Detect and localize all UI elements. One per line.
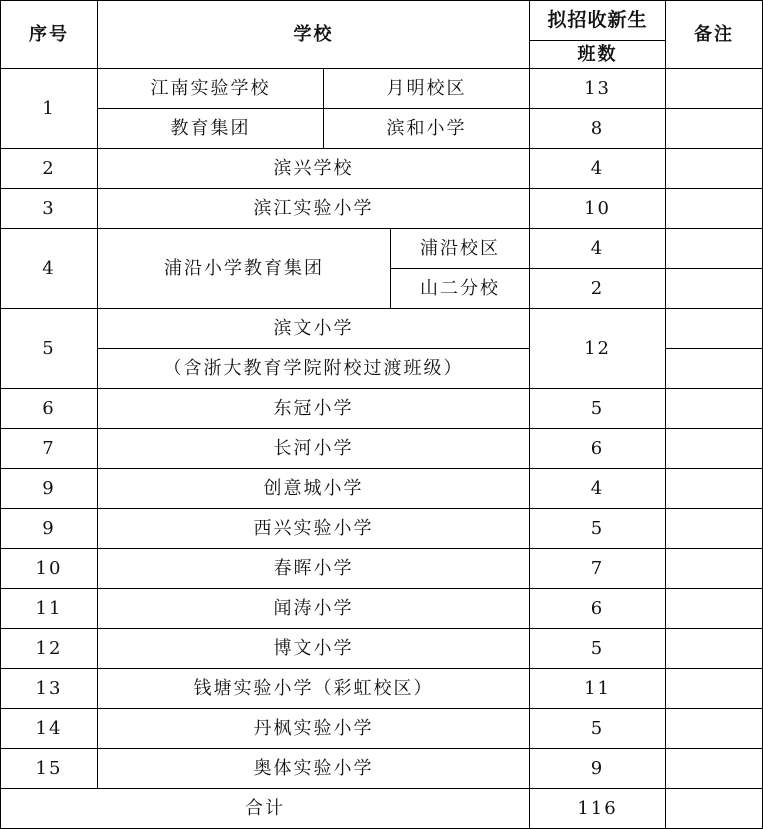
header-remark: 备注 bbox=[666, 1, 763, 69]
school-cell: 钱塘实验小学（彩虹校区） bbox=[98, 669, 530, 709]
table-row bbox=[1, 749, 763, 789]
school-cell: 长河小学 bbox=[98, 429, 530, 469]
seq-cell: 2 bbox=[1, 149, 98, 189]
remark-cell bbox=[666, 189, 763, 229]
remark-cell bbox=[666, 589, 763, 629]
seq-cell: 12 bbox=[1, 629, 98, 669]
seq-cell: 13 bbox=[1, 669, 98, 709]
seq-cell: 3 bbox=[1, 189, 98, 229]
total-label: 合计 bbox=[1, 789, 530, 829]
school-cell: 闻涛小学 bbox=[98, 589, 530, 629]
school-cell: 东冠小学 bbox=[98, 389, 530, 429]
group-cell: 教育集团 bbox=[98, 109, 324, 149]
header-classes-line2: 班数 bbox=[530, 41, 666, 69]
remark-cell bbox=[666, 269, 763, 309]
seq-cell: 9 bbox=[1, 469, 98, 509]
classes-cell: 9 bbox=[530, 749, 666, 789]
table-row bbox=[1, 389, 763, 429]
classes-cell: 5 bbox=[530, 629, 666, 669]
remark-cell bbox=[666, 749, 763, 789]
seq-cell: 11 bbox=[1, 589, 98, 629]
table-row bbox=[1, 429, 763, 469]
classes-cell: 11 bbox=[530, 669, 666, 709]
seq-cell: 10 bbox=[1, 549, 98, 589]
classes-cell: 2 bbox=[530, 269, 666, 309]
classes-cell: 12 bbox=[530, 309, 666, 389]
classes-cell: 10 bbox=[530, 189, 666, 229]
remark-cell bbox=[666, 629, 763, 669]
seq-cell: 9 bbox=[1, 509, 98, 549]
school-cell: 滨文小学 bbox=[98, 309, 530, 349]
school-note-cell: （含浙大教育学院附校过渡班级） bbox=[98, 349, 530, 389]
header-classes-line1: 拟招收新生 bbox=[530, 1, 666, 41]
classes-cell: 7 bbox=[530, 549, 666, 589]
remark-cell bbox=[666, 429, 763, 469]
classes-cell: 4 bbox=[530, 469, 666, 509]
group-cell: 浦沿小学教育集团 bbox=[98, 229, 391, 309]
remark-cell bbox=[666, 229, 763, 269]
total-row bbox=[1, 789, 763, 829]
campus-cell: 山二分校 bbox=[391, 269, 530, 309]
table-row bbox=[1, 709, 763, 749]
school-cell: 丹枫实验小学 bbox=[98, 709, 530, 749]
group-cell: 江南实验学校 bbox=[98, 69, 324, 109]
school-cell: 滨江实验小学 bbox=[98, 189, 530, 229]
classes-cell: 5 bbox=[530, 709, 666, 749]
table-row bbox=[1, 589, 763, 629]
remark-cell bbox=[666, 709, 763, 749]
remark-cell bbox=[666, 309, 763, 349]
remark-cell bbox=[666, 349, 763, 389]
classes-cell: 4 bbox=[530, 229, 666, 269]
table-row bbox=[1, 669, 763, 709]
remark-cell bbox=[666, 69, 763, 109]
school-cell: 创意城小学 bbox=[98, 469, 530, 509]
classes-cell: 5 bbox=[530, 389, 666, 429]
classes-cell: 8 bbox=[530, 109, 666, 149]
table-row bbox=[1, 309, 763, 349]
header-school: 学校 bbox=[98, 1, 530, 69]
campus-cell: 浦沿校区 bbox=[391, 229, 530, 269]
remark-cell bbox=[666, 469, 763, 509]
remark-cell bbox=[666, 389, 763, 429]
seq-cell: 4 bbox=[1, 229, 98, 309]
header-seq: 序号 bbox=[1, 1, 98, 69]
table-row bbox=[1, 469, 763, 509]
seq-cell: 14 bbox=[1, 709, 98, 749]
remark-cell bbox=[666, 109, 763, 149]
seq-cell: 6 bbox=[1, 389, 98, 429]
seq-cell: 5 bbox=[1, 309, 98, 389]
classes-cell: 6 bbox=[530, 429, 666, 469]
remark-cell bbox=[666, 149, 763, 189]
remark-cell bbox=[666, 549, 763, 589]
school-cell: 春晖小学 bbox=[98, 549, 530, 589]
classes-cell: 6 bbox=[530, 589, 666, 629]
table-row bbox=[1, 509, 763, 549]
campus-cell: 月明校区 bbox=[324, 69, 530, 109]
school-cell: 滨兴学校 bbox=[98, 149, 530, 189]
table-row bbox=[1, 629, 763, 669]
seq-cell: 15 bbox=[1, 749, 98, 789]
school-cell: 博文小学 bbox=[98, 629, 530, 669]
classes-cell: 4 bbox=[530, 149, 666, 189]
table-row bbox=[1, 149, 763, 189]
remark-cell bbox=[666, 789, 763, 829]
seq-cell: 1 bbox=[1, 69, 98, 149]
school-cell: 奥体实验小学 bbox=[98, 749, 530, 789]
remark-cell bbox=[666, 509, 763, 549]
table-row bbox=[1, 189, 763, 229]
table-row bbox=[1, 549, 763, 589]
table-row bbox=[1, 109, 763, 149]
remark-cell bbox=[666, 669, 763, 709]
seq-cell: 7 bbox=[1, 429, 98, 469]
total-classes: 116 bbox=[530, 789, 666, 829]
classes-cell: 5 bbox=[530, 509, 666, 549]
campus-cell: 滨和小学 bbox=[324, 109, 530, 149]
school-cell: 西兴实验小学 bbox=[98, 509, 530, 549]
table-row bbox=[1, 229, 763, 269]
classes-cell: 13 bbox=[530, 69, 666, 109]
table-row bbox=[1, 69, 763, 109]
